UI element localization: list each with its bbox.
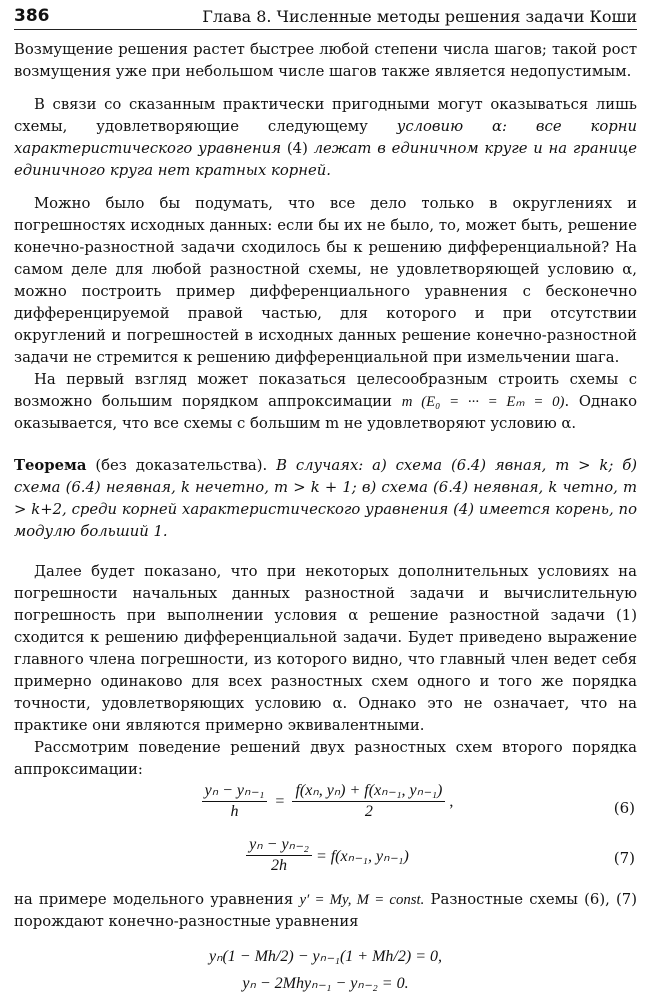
eq6-rhs: [292, 781, 445, 822]
paragraph-2-end: лежат в единичном круге и на границе единичного круга нет кратных корней.: [14, 140, 637, 179]
eq6-rhs-num: f(xₙ, yₙ) + f(xₙ₋₁, yₙ₋₁): [292, 781, 445, 802]
eq7-lhs: [246, 835, 312, 876]
eq7-rhs: = f(xₙ₋₁, yₙ₋₁): [315, 847, 409, 865]
paragraph-4-start: На первый взгляд может показаться целесообразным строить схемы с возможно большим порядком аппроксимации: [14, 371, 637, 410]
eq6-lhs-num: yₙ − yₙ₋₁: [202, 781, 268, 802]
eq6-lhs-den: h: [230, 803, 239, 820]
eq6-label: (6): [613, 799, 635, 817]
paragraph-7: [14, 889, 637, 933]
paragraph-2-num: (4): [281, 140, 314, 157]
eq7-lhs-num: yₙ − yₙ₋₂: [246, 835, 312, 856]
paragraph-5: Далее будет показано, что при некоторых дополнительных условиях на погрешности начальных данных разностной задачи и вычислительную погрешность при выполнении условия α решение разностной задачи (1) сходится к решению дифференциальной задачи. Будет приведено выражение главного члена погрешности, из которого видно, что главный член ведет себя примерно одинаково для всех разностных схем одного и того же порядка точности, удовлетворяющих условию α. Однако это не означает, что на практике они являются примерно эквивалентными.: [14, 563, 637, 734]
page-header: [14, 4, 637, 30]
eq7-lhs-den: 2h: [271, 857, 288, 874]
page-number: 386: [14, 6, 50, 26]
equation-7: [14, 836, 637, 889]
paragraph-2: [14, 94, 637, 182]
theorem-note: (без доказательства).: [86, 457, 277, 474]
theorem: [14, 455, 637, 543]
theorem-label: Теорема: [14, 457, 87, 474]
paragraph-1: Возмущение решения растет быстрее любой степени числа шагов; такой рост возмущения уже при небольшом числе шагов также является недопустимым.: [14, 41, 637, 80]
eq6-rhs-den: 2: [364, 803, 373, 820]
paragraph-2-start: В связи со сказанным практически пригодными могут оказываться лишь схемы, удовлетворяющие следующему: [14, 96, 637, 135]
theorem-body: В случаях: а) схема (6.4) явная, m > k; б) схема (6.4) неявная, k нечетно, m > k + 1; в) схема (6.4) неявная, k четно, m > k+2, среди корней характеристического уравнения (4) имеется корень, по модулю больший 1.: [14, 457, 638, 540]
paragraph-4-end: . Однако оказывается, что все схемы с большим m не удовлетворяют условию α.: [14, 393, 638, 432]
paragraph-6: Рассмотрим поведение решений двух разностных схем второго порядка аппроксимации:: [14, 739, 637, 778]
difference-equation-b: yₙ − 2Mhyₙ₋₁ − yₙ₋₂ = 0.: [242, 975, 409, 992]
paragraph-7-math: y′ = My, M = const.: [299, 892, 425, 908]
eq6-lhs: [202, 781, 268, 822]
paragraph-2-italic: условию α: все корни характеристического уравнения: [14, 118, 637, 157]
difference-equations: [14, 943, 637, 997]
paragraph-3: Можно было бы подумать, что все дело только в округлениях и погрешностях исходных данных: если бы их не было, то, может быть, решение конечно-разностной задачи сходилось бы к решению дифференциальной? На самом деле для любой разностной схемы, не удовлетворяющей условию α, можно построить пример дифференциального уравнения с бесконечно дифференцируемой правой частью, для которого и при отсутствии округлений и погрешностей в исходных данных решение конечно-разностной задачи не стремится к решению дифференциальной при измельчении шага.: [14, 195, 637, 366]
chapter-title: Глава 8. Численные методы решения задачи Коши: [202, 7, 637, 26]
paragraph-7-start: на примере модельного уравнения: [14, 891, 300, 908]
paragraph-7-end: Разностные схемы (6), (7) порождают конечно-разностные уравнения: [14, 891, 637, 930]
difference-equation-a: yₙ(1 − Mh/2) − yₙ₋₁(1 + Mh/2) = 0,: [208, 948, 442, 965]
paragraph-4: [14, 369, 637, 435]
eq7-label: (7): [613, 849, 635, 867]
paragraph-4-math: m (E₀ = ··· = Eₘ = 0): [401, 394, 565, 410]
equation-6: $\frac{\text{yₙ − yₙ₋₁}}{h}$ = $\frac{\text{f(xₙ, yₙ) + f(xₙ₋₁, yₙ₋₁)}}{2}$ , (6): [14, 781, 637, 839]
page: [14, 4, 638, 992]
